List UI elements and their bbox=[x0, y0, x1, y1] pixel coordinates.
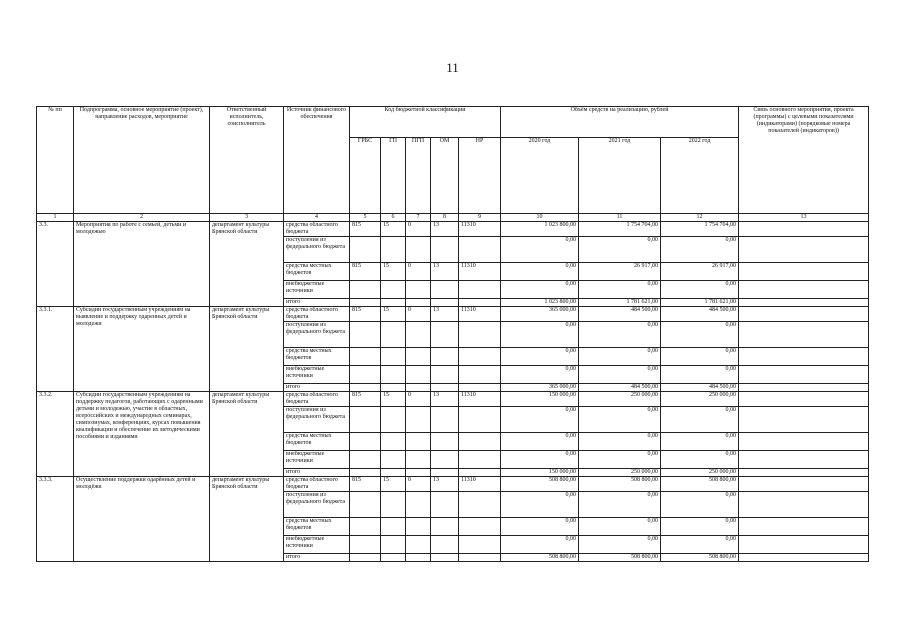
code-grbs bbox=[350, 322, 381, 348]
code-nr: 11310 bbox=[459, 307, 501, 322]
code-pgp bbox=[406, 433, 431, 451]
value-2022: 0,00 bbox=[661, 237, 739, 263]
header-2021: 2021 год bbox=[579, 138, 661, 214]
value-2020: 0,00 bbox=[501, 433, 579, 451]
value-2022: 484 500,00 bbox=[661, 307, 739, 322]
value-2021: 0,00 bbox=[579, 348, 661, 366]
funding-source: внебюджетные источники bbox=[284, 366, 350, 384]
value-2020: 0,00 bbox=[501, 322, 579, 348]
indicators-cell bbox=[739, 281, 869, 299]
header-pgp: ПГП bbox=[406, 138, 431, 214]
value-2022: 0,00 bbox=[661, 322, 739, 348]
code-om bbox=[431, 384, 459, 392]
value-2021: 26 917,00 bbox=[579, 263, 661, 281]
code-grbs: 815 bbox=[350, 392, 381, 407]
indicators-cell bbox=[739, 554, 869, 562]
col-number: 11 bbox=[579, 214, 661, 222]
code-nr bbox=[459, 469, 501, 477]
value-2020: 150 000,00 bbox=[501, 392, 579, 407]
code-gp bbox=[381, 554, 406, 562]
col-number: 13 bbox=[739, 214, 869, 222]
code-om bbox=[431, 451, 459, 469]
code-om: 13 bbox=[431, 222, 459, 237]
code-om bbox=[431, 322, 459, 348]
value-2020: 0,00 bbox=[501, 348, 579, 366]
code-grbs bbox=[350, 536, 381, 554]
indicators-cell bbox=[739, 477, 869, 492]
code-gp bbox=[381, 433, 406, 451]
value-2021: 484 500,00 bbox=[579, 307, 661, 322]
indicators-cell bbox=[739, 307, 869, 322]
code-nr bbox=[459, 348, 501, 366]
indicators-cell bbox=[739, 384, 869, 392]
value-2022: 250 000,00 bbox=[661, 392, 739, 407]
table-row bbox=[37, 222, 869, 237]
code-om bbox=[431, 518, 459, 536]
code-om bbox=[431, 536, 459, 554]
indicators-cell bbox=[739, 237, 869, 263]
value-2021: 0,00 bbox=[579, 407, 661, 433]
value-2020: 508 800,00 bbox=[501, 554, 579, 562]
funding-source: поступления из федерального бюджета bbox=[284, 322, 350, 348]
header-2022: 2022 год bbox=[661, 138, 739, 214]
funding-source: поступления из федерального бюджета bbox=[284, 492, 350, 518]
code-grbs: 815 bbox=[350, 477, 381, 492]
code-grbs: 815 bbox=[350, 263, 381, 281]
code-om bbox=[431, 281, 459, 299]
code-gp: 15 bbox=[381, 477, 406, 492]
funding-source: итого bbox=[284, 299, 350, 307]
funding-source: средства областного бюджета bbox=[284, 307, 350, 322]
value-2021: 0,00 bbox=[579, 366, 661, 384]
value-2021: 0,00 bbox=[579, 518, 661, 536]
code-grbs bbox=[350, 469, 381, 477]
funding-source: внебюджетные источники bbox=[284, 281, 350, 299]
code-pgp bbox=[406, 469, 431, 477]
item-name: Субсидии государственным учреждениям на выявление и поддержку одаренных детей и молодежи bbox=[74, 307, 210, 392]
col-number: 9 bbox=[459, 214, 501, 222]
value-2022: 508 800,00 bbox=[661, 554, 739, 562]
code-om: 13 bbox=[431, 477, 459, 492]
funding-source: средства местных бюджетов bbox=[284, 518, 350, 536]
column-numbers-row bbox=[37, 214, 869, 222]
col-number: 10 bbox=[501, 214, 579, 222]
funding-source: поступления из федерального бюджета bbox=[284, 237, 350, 263]
indicators-cell bbox=[739, 433, 869, 451]
header-2020: 2020 год bbox=[501, 138, 579, 214]
code-gp: 15 bbox=[381, 307, 406, 322]
code-nr bbox=[459, 492, 501, 518]
col-number: 12 bbox=[661, 214, 739, 222]
header-executor: Ответственный исполнитель, соисполнитель bbox=[210, 107, 284, 214]
indicators-cell bbox=[739, 366, 869, 384]
table-row bbox=[37, 392, 869, 407]
code-om: 13 bbox=[431, 392, 459, 407]
code-gp bbox=[381, 451, 406, 469]
value-2021: 250 000,00 bbox=[579, 392, 661, 407]
code-pgp: 0 bbox=[406, 222, 431, 237]
value-2021: 508 800,00 bbox=[579, 477, 661, 492]
indicators-cell bbox=[739, 392, 869, 407]
code-om bbox=[431, 348, 459, 366]
item-executor: департамент культуры Брянской области bbox=[210, 392, 284, 477]
code-grbs bbox=[350, 348, 381, 366]
funding-source: итого bbox=[284, 554, 350, 562]
code-pgp bbox=[406, 348, 431, 366]
value-2022: 0,00 bbox=[661, 492, 739, 518]
code-grbs: 815 bbox=[350, 307, 381, 322]
code-pgp bbox=[406, 451, 431, 469]
code-nr bbox=[459, 281, 501, 299]
header-budget-code: Код бюджетной классификации bbox=[350, 107, 501, 138]
indicators-cell bbox=[739, 222, 869, 237]
value-2020: 0,00 bbox=[501, 237, 579, 263]
code-grbs bbox=[350, 492, 381, 518]
code-nr bbox=[459, 407, 501, 433]
value-2021: 250 000,00 bbox=[579, 469, 661, 477]
indicators-cell bbox=[739, 322, 869, 348]
indicators-cell bbox=[739, 263, 869, 281]
code-grbs bbox=[350, 384, 381, 392]
code-gp bbox=[381, 384, 406, 392]
code-grbs: 815 bbox=[350, 222, 381, 237]
indicators-cell bbox=[739, 492, 869, 518]
value-2022: 26 917,00 bbox=[661, 263, 739, 281]
code-nr: 11310 bbox=[459, 222, 501, 237]
code-om bbox=[431, 299, 459, 307]
code-gp bbox=[381, 407, 406, 433]
table-row bbox=[37, 307, 869, 322]
budget-table bbox=[36, 106, 869, 562]
value-2022: 0,00 bbox=[661, 536, 739, 554]
value-2022: 250 000,00 bbox=[661, 469, 739, 477]
code-grbs bbox=[350, 237, 381, 263]
value-2022: 0,00 bbox=[661, 348, 739, 366]
funding-source: средства областного бюджета bbox=[284, 222, 350, 237]
item-number: 3.3.1. bbox=[37, 307, 74, 392]
code-grbs bbox=[350, 554, 381, 562]
code-nr bbox=[459, 299, 501, 307]
value-2020: 0,00 bbox=[501, 366, 579, 384]
col-number: 7 bbox=[406, 214, 431, 222]
code-gp bbox=[381, 322, 406, 348]
code-nr: 11310 bbox=[459, 392, 501, 407]
code-grbs bbox=[350, 299, 381, 307]
indicators-cell bbox=[739, 536, 869, 554]
code-om bbox=[431, 492, 459, 518]
value-2022: 484 500,00 bbox=[661, 384, 739, 392]
header-om: ОМ bbox=[431, 138, 459, 214]
header-num: № пп bbox=[37, 107, 74, 214]
col-number: 5 bbox=[350, 214, 381, 222]
code-nr bbox=[459, 518, 501, 536]
indicators-cell bbox=[739, 518, 869, 536]
value-2020: 0,00 bbox=[501, 492, 579, 518]
value-2022: 0,00 bbox=[661, 433, 739, 451]
code-om bbox=[431, 407, 459, 433]
col-number: 3 bbox=[210, 214, 284, 222]
page-number: 11 bbox=[446, 60, 459, 75]
header-gp: ГП bbox=[381, 138, 406, 214]
table-body bbox=[37, 222, 869, 562]
funding-source: поступления из федерального бюджета bbox=[284, 407, 350, 433]
value-2020: 1 023 800,00 bbox=[501, 222, 579, 237]
code-nr: 11310 bbox=[459, 477, 501, 492]
funding-source: итого bbox=[284, 384, 350, 392]
value-2022: 1 781 621,00 bbox=[661, 299, 739, 307]
indicators-cell bbox=[739, 407, 869, 433]
funding-source: внебюджетные источники bbox=[284, 536, 350, 554]
funding-source: средства местных бюджетов bbox=[284, 263, 350, 281]
header-volume: Объём средств на реализацию, рублей bbox=[501, 107, 739, 138]
value-2021: 0,00 bbox=[579, 536, 661, 554]
col-number: 1 bbox=[37, 214, 74, 222]
code-pgp bbox=[406, 237, 431, 263]
col-number: 6 bbox=[381, 214, 406, 222]
item-executor: департамент культуры Брянской области bbox=[210, 222, 284, 307]
value-2021: 0,00 bbox=[579, 492, 661, 518]
value-2020: 0,00 bbox=[501, 263, 579, 281]
header-nr: НР bbox=[459, 138, 501, 214]
code-pgp bbox=[406, 322, 431, 348]
value-2020: 0,00 bbox=[501, 536, 579, 554]
value-2020: 1 023 800,00 bbox=[501, 299, 579, 307]
value-2021: 0,00 bbox=[579, 237, 661, 263]
code-gp bbox=[381, 281, 406, 299]
funding-source: средства областного бюджета bbox=[284, 477, 350, 492]
item-name: Субсидии государственным учреждениям на поддержку педагогов, работающих с одаренными детьми и молодежью, участие в областных, всероссийских и международных семинарах, симпозиумах, конференциях, курсах повышения квалификации и обеспечение их методическими пособиями и изданиями bbox=[74, 392, 210, 477]
header-program: Подпрограмма, основное мероприятие (проект), направление расходов, мероприятие bbox=[74, 107, 210, 214]
item-number: 3.3. bbox=[37, 222, 74, 307]
code-grbs bbox=[350, 366, 381, 384]
code-pgp: 0 bbox=[406, 392, 431, 407]
value-2020: 0,00 bbox=[501, 518, 579, 536]
value-2022: 0,00 bbox=[661, 366, 739, 384]
funding-source: средства местных бюджетов bbox=[284, 433, 350, 451]
code-grbs bbox=[350, 281, 381, 299]
value-2022: 508 800,00 bbox=[661, 477, 739, 492]
value-2021: 0,00 bbox=[579, 281, 661, 299]
code-om bbox=[431, 433, 459, 451]
code-nr: 11310 bbox=[459, 263, 501, 281]
value-2022: 1 754 704,00 bbox=[661, 222, 739, 237]
value-2020: 0,00 bbox=[501, 407, 579, 433]
header-source: Источник финансового обеспечения bbox=[284, 107, 350, 214]
code-om bbox=[431, 469, 459, 477]
code-pgp: 0 bbox=[406, 263, 431, 281]
code-om: 13 bbox=[431, 307, 459, 322]
value-2020: 365 000,00 bbox=[501, 384, 579, 392]
indicators-cell bbox=[739, 299, 869, 307]
code-gp: 15 bbox=[381, 392, 406, 407]
funding-source: итого bbox=[284, 469, 350, 477]
code-pgp: 0 bbox=[406, 477, 431, 492]
code-grbs bbox=[350, 451, 381, 469]
item-executor: департамент культуры Брянской области bbox=[210, 477, 284, 562]
col-number: 8 bbox=[431, 214, 459, 222]
item-executor: департамент культуры Брянской области bbox=[210, 307, 284, 392]
value-2020: 0,00 bbox=[501, 281, 579, 299]
table-row bbox=[37, 477, 869, 492]
value-2020: 0,00 bbox=[501, 451, 579, 469]
value-2021: 0,00 bbox=[579, 451, 661, 469]
code-gp bbox=[381, 348, 406, 366]
code-om bbox=[431, 554, 459, 562]
code-gp bbox=[381, 299, 406, 307]
value-2021: 508 800,00 bbox=[579, 554, 661, 562]
code-pgp bbox=[406, 492, 431, 518]
value-2021: 484 500,00 bbox=[579, 384, 661, 392]
code-gp: 15 bbox=[381, 222, 406, 237]
code-nr bbox=[459, 366, 501, 384]
item-number: 3.3.3. bbox=[37, 477, 74, 562]
value-2021: 1 754 704,00 bbox=[579, 222, 661, 237]
code-nr bbox=[459, 237, 501, 263]
code-grbs bbox=[350, 433, 381, 451]
value-2021: 0,00 bbox=[579, 433, 661, 451]
code-pgp bbox=[406, 281, 431, 299]
indicators-cell bbox=[739, 451, 869, 469]
indicators-cell bbox=[739, 348, 869, 366]
value-2022: 0,00 bbox=[661, 451, 739, 469]
code-gp bbox=[381, 518, 406, 536]
code-nr bbox=[459, 451, 501, 469]
code-pgp bbox=[406, 407, 431, 433]
code-nr bbox=[459, 536, 501, 554]
item-number: 3.3.2. bbox=[37, 392, 74, 477]
value-2022: 0,00 bbox=[661, 407, 739, 433]
code-gp bbox=[381, 492, 406, 518]
code-om bbox=[431, 237, 459, 263]
code-gp bbox=[381, 469, 406, 477]
value-2022: 0,00 bbox=[661, 281, 739, 299]
code-pgp bbox=[406, 384, 431, 392]
code-pgp: 0 bbox=[406, 307, 431, 322]
value-2022: 0,00 bbox=[661, 518, 739, 536]
value-2020: 508 800,00 bbox=[501, 477, 579, 492]
value-2020: 365 000,00 bbox=[501, 307, 579, 322]
table-header bbox=[37, 107, 869, 222]
code-pgp bbox=[406, 518, 431, 536]
funding-source: внебюджетные источники bbox=[284, 451, 350, 469]
code-gp: 15 bbox=[381, 263, 406, 281]
funding-source: средства областного бюджета bbox=[284, 392, 350, 407]
item-name: Мероприятия по работе с семьей, детьми и молодежью bbox=[74, 222, 210, 307]
value-2021: 0,00 bbox=[579, 322, 661, 348]
code-nr bbox=[459, 554, 501, 562]
header-grbs: ГРБС bbox=[350, 138, 381, 214]
value-2020: 150 000,00 bbox=[501, 469, 579, 477]
col-number: 4 bbox=[284, 214, 350, 222]
code-grbs bbox=[350, 407, 381, 433]
code-nr bbox=[459, 433, 501, 451]
code-gp bbox=[381, 237, 406, 263]
header-indicators: Связь основного мероприятия, проекта (программы) с целевыми показателями (индикаторами) (порядковые номера показателей (индикаторов)) bbox=[739, 107, 869, 214]
code-om: 13 bbox=[431, 263, 459, 281]
code-nr bbox=[459, 384, 501, 392]
col-number: 2 bbox=[74, 214, 210, 222]
indicators-cell bbox=[739, 469, 869, 477]
code-gp bbox=[381, 366, 406, 384]
value-2021: 1 781 621,00 bbox=[579, 299, 661, 307]
code-nr bbox=[459, 322, 501, 348]
code-pgp bbox=[406, 366, 431, 384]
item-name: Осуществление поддержки одарённых детей и молодёжи bbox=[74, 477, 210, 562]
code-pgp bbox=[406, 299, 431, 307]
funding-source: средства местных бюджетов bbox=[284, 348, 350, 366]
code-pgp bbox=[406, 536, 431, 554]
code-grbs bbox=[350, 518, 381, 536]
code-om bbox=[431, 366, 459, 384]
code-pgp bbox=[406, 554, 431, 562]
code-gp bbox=[381, 536, 406, 554]
